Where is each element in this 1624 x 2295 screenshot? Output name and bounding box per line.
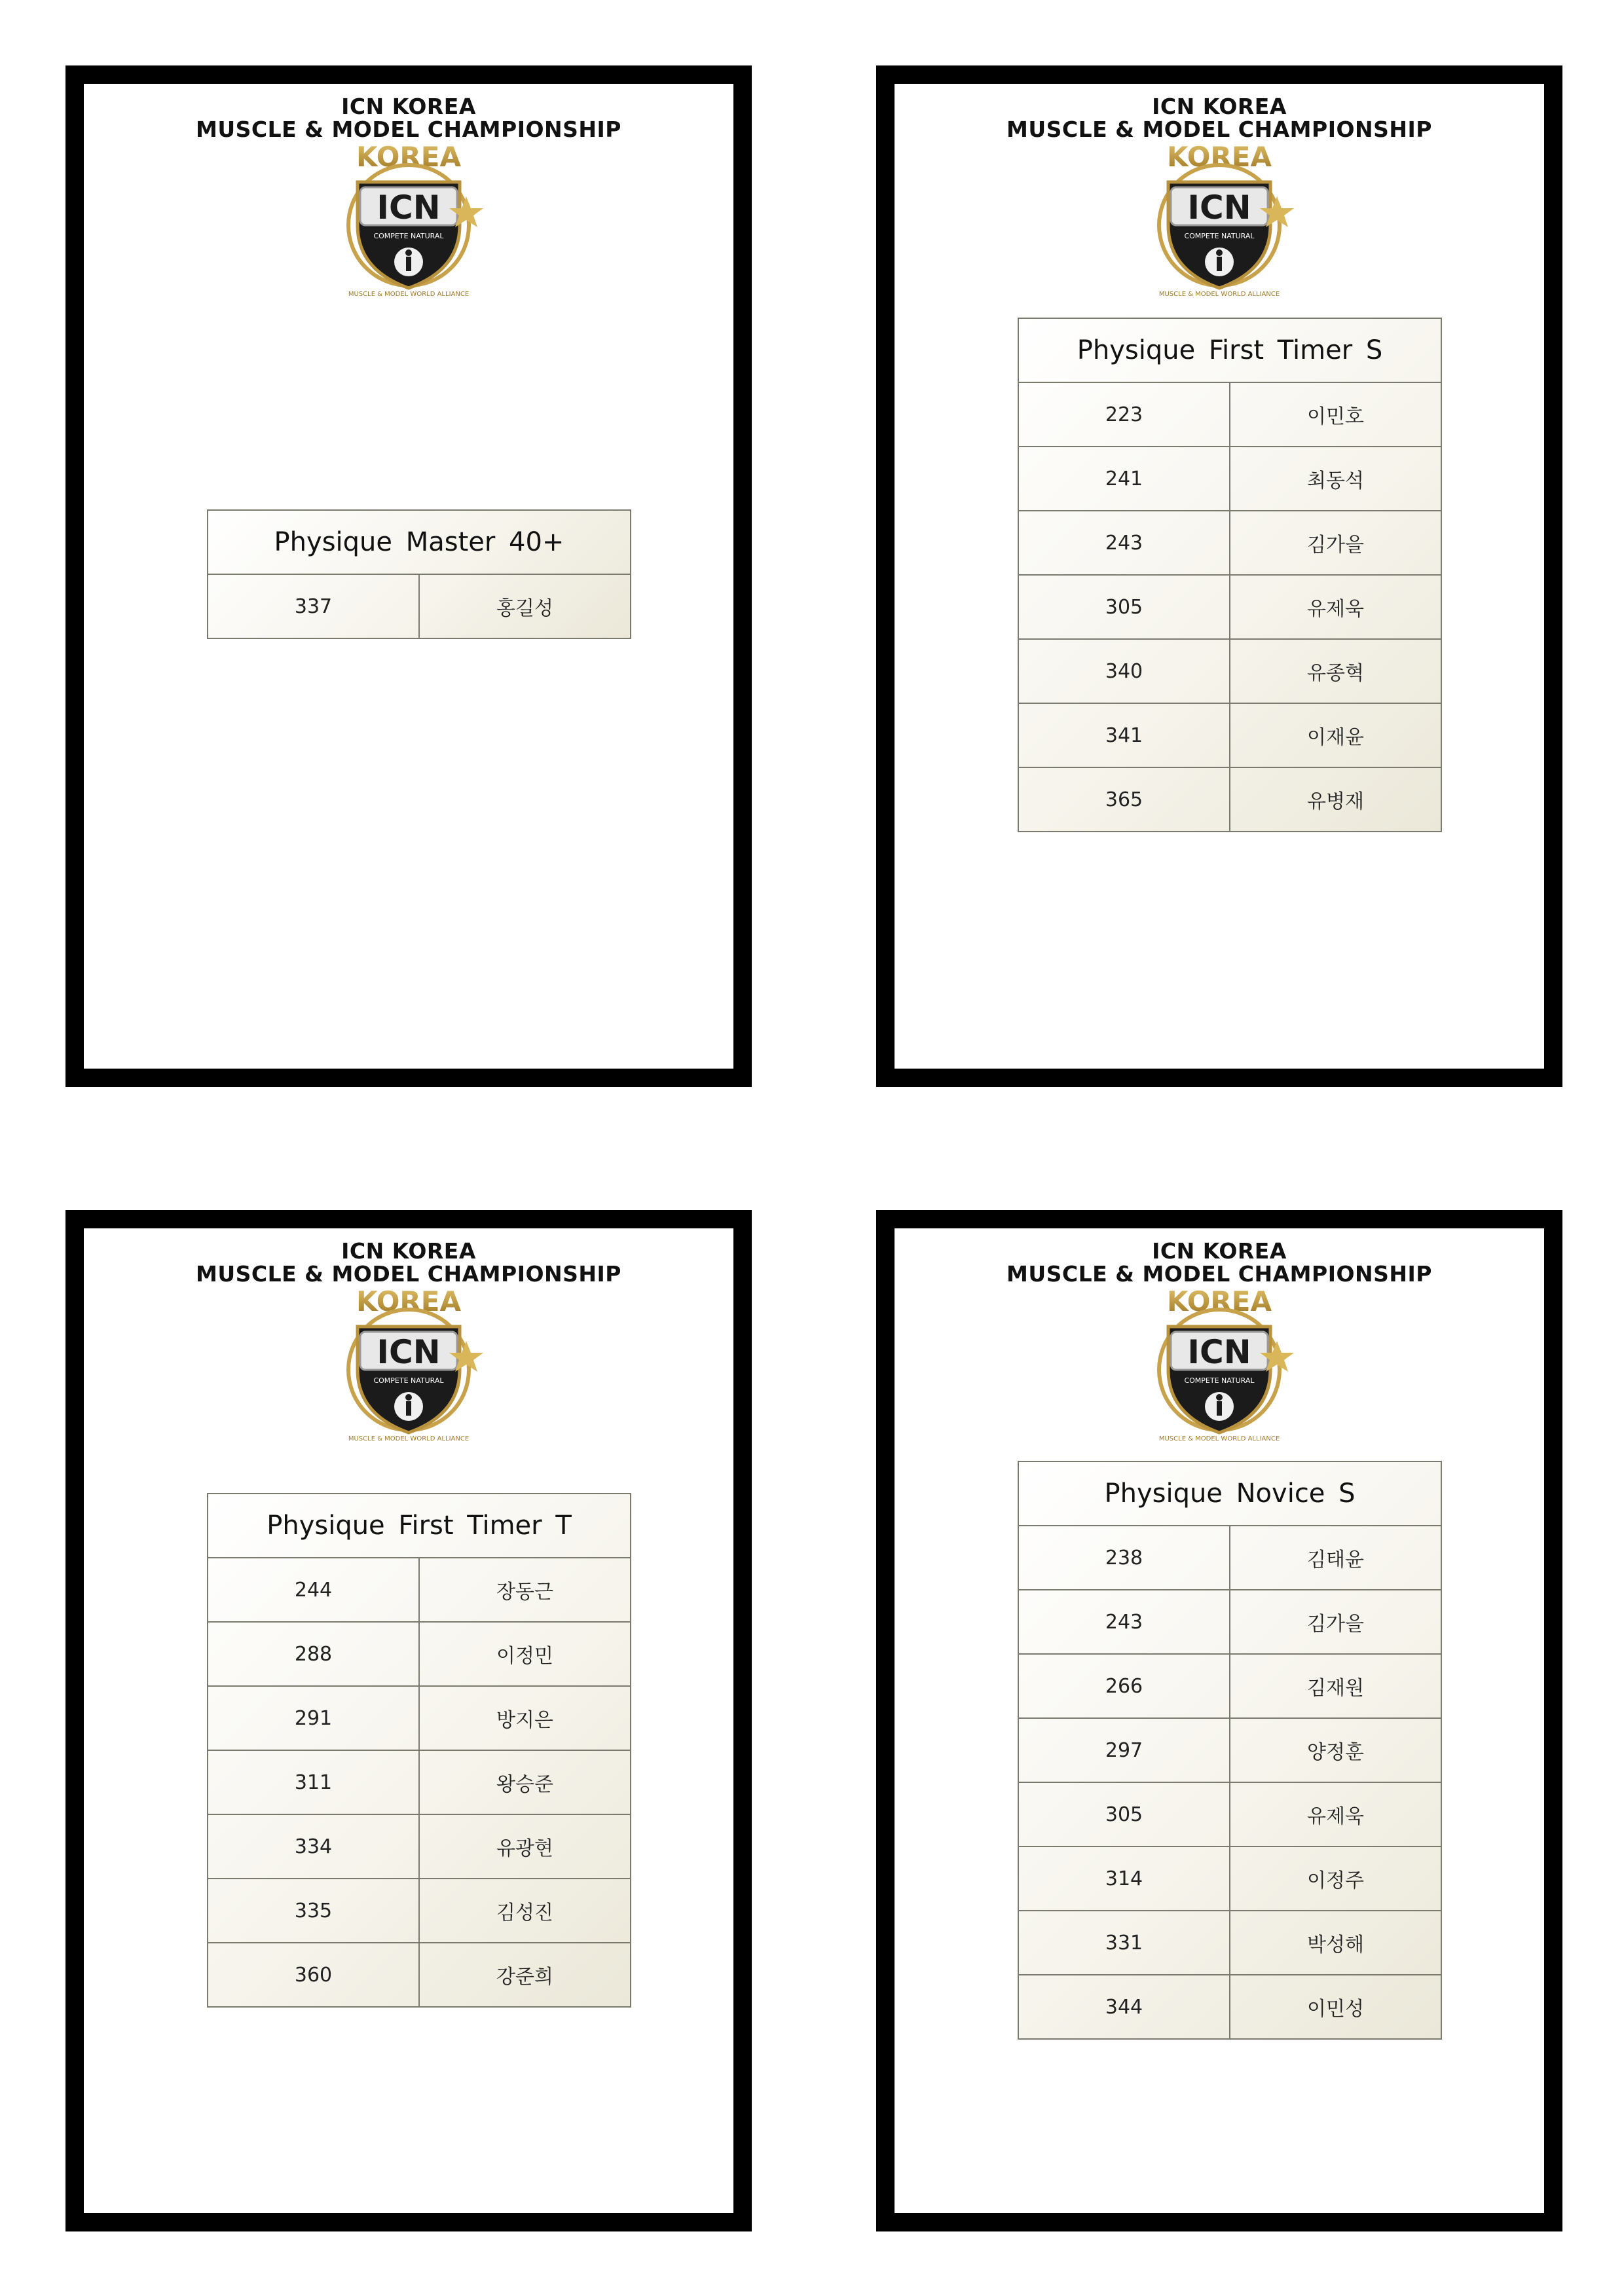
entry-number: 305 [1019,1783,1230,1846]
scorecard-3 [65,1210,752,2231]
svg-text:COMPETE NATURAL: COMPETE NATURAL [1184,232,1255,240]
card-header [895,96,1544,141]
entry-number: 335 [208,1879,420,1942]
entry-number: 244 [208,1558,420,1621]
table-row [1019,1911,1441,1975]
entry-name: 김태윤 [1307,1549,1364,1571]
entry-name: 유종혁 [1307,662,1364,685]
table-row [1019,1783,1441,1847]
svg-text:ICN: ICN [377,1333,441,1371]
header-line-2: MUSCLE & MODEL CHAMPIONSHIP [196,1261,621,1287]
table-row [208,1815,630,1879]
table-row [208,1943,630,2006]
entry-name: 이민성 [1307,1998,1364,2021]
svg-text:MUSCLE & MODEL WORLD ALLIANCE: MUSCLE & MODEL WORLD ALLIANCE [1158,291,1280,297]
category-title: Physique First Timer S [1019,319,1441,383]
svg-text:ICN: ICN [1187,189,1251,227]
svg-text:KOREA: KOREA [356,141,461,173]
table-row [1019,576,1441,640]
scorecard-2 [876,65,1562,1087]
card-header [895,1240,1544,1286]
entry-name: 양정훈 [1307,1741,1364,1764]
table-row [1019,768,1441,831]
entry-number: 341 [1019,704,1230,767]
svg-text:KOREA: KOREA [1167,1285,1272,1317]
header-line-1: ICN KOREA [341,94,476,119]
table-row [1019,383,1441,447]
icn-korea-logo [1141,1285,1298,1442]
entry-number: 340 [1019,640,1230,703]
category-table [1018,1461,1442,2040]
entry-name: 유광현 [496,1837,553,1860]
table-row [1019,640,1441,704]
entry-number: 241 [1019,447,1230,510]
entry-number: 243 [1019,511,1230,574]
entry-name: 이정주 [1307,1869,1364,1892]
entry-name: 유병재 [1307,790,1364,813]
svg-text:ICN: ICN [377,189,441,227]
table-row [208,1687,630,1751]
entry-name: 강준희 [496,1966,553,1989]
header-line-1: ICN KOREA [1152,1238,1287,1264]
entry-number: 311 [208,1751,420,1814]
icn-korea-logo [1141,140,1298,297]
svg-text:MUSCLE & MODEL WORLD ALLIANCE: MUSCLE & MODEL WORLD ALLIANCE [348,1435,470,1442]
table-row [1019,1526,1441,1590]
category-table [1018,318,1442,832]
header-line-2: MUSCLE & MODEL CHAMPIONSHIP [1006,117,1432,142]
entry-name: 왕승준 [496,1773,553,1796]
table-row [1019,1719,1441,1783]
entry-number: 238 [1019,1526,1230,1589]
table-row [208,575,630,638]
table-row [1019,1975,1441,2038]
table-row [1019,1847,1441,1911]
entry-number: 288 [208,1623,420,1685]
entry-number: 314 [1019,1847,1230,1910]
entry-number: 360 [208,1943,420,2006]
card-header [84,1240,733,1286]
category-table [207,1493,631,2008]
table-row [1019,447,1441,511]
svg-text:KOREA: KOREA [1167,141,1272,173]
svg-text:MUSCLE & MODEL WORLD ALLIANCE: MUSCLE & MODEL WORLD ALLIANCE [1158,1435,1280,1442]
entry-name: 이재윤 [1307,726,1364,749]
icn-korea-logo [330,140,487,297]
header-line-1: ICN KOREA [341,1238,476,1264]
entry-number: 305 [1019,576,1230,638]
table-row [1019,704,1441,768]
category-title: Physique Master 40+ [208,511,630,575]
svg-text:COMPETE NATURAL: COMPETE NATURAL [1184,1376,1255,1385]
scorecard-4 [876,1210,1562,2231]
entry-name: 박성해 [1307,1934,1364,1956]
category-title: Physique First Timer T [208,1494,630,1558]
entry-name: 최동석 [1307,469,1364,492]
table-row [208,1879,630,1943]
entry-number: 331 [1019,1911,1230,1974]
table-row [1019,1590,1441,1655]
svg-text:COMPETE NATURAL: COMPETE NATURAL [373,1376,444,1385]
entry-name: 김가을 [1307,1613,1364,1636]
table-row [1019,1655,1441,1719]
entry-number: 365 [1019,768,1230,831]
table-row [208,1558,630,1623]
svg-text:MUSCLE & MODEL WORLD ALLIANCE: MUSCLE & MODEL WORLD ALLIANCE [348,291,470,297]
entry-number: 223 [1019,383,1230,446]
header-line-2: MUSCLE & MODEL CHAMPIONSHIP [1006,1261,1432,1287]
entry-name: 김성진 [496,1901,553,1924]
svg-text:COMPETE NATURAL: COMPETE NATURAL [373,232,444,240]
header-line-2: MUSCLE & MODEL CHAMPIONSHIP [196,117,621,142]
entry-number: 334 [208,1815,420,1878]
icn-korea-logo [330,1285,487,1442]
category-table [207,509,631,639]
table-row [208,1623,630,1687]
scorecard-1 [65,65,752,1087]
entry-number: 344 [1019,1975,1230,2038]
entry-name: 김재원 [1307,1677,1364,1700]
category-title: Physique Novice S [1019,1462,1441,1526]
table-row [1019,511,1441,576]
entry-name: 홍길성 [496,597,553,620]
entry-name: 유제욱 [1307,1805,1364,1828]
entry-name: 장동근 [496,1581,553,1604]
entry-name: 김가을 [1307,534,1364,557]
header-line-1: ICN KOREA [1152,94,1287,119]
entry-name: 유제욱 [1307,598,1364,621]
entry-number: 266 [1019,1655,1230,1717]
entry-name: 이민호 [1307,405,1364,428]
entry-number: 337 [208,575,420,638]
entry-number: 291 [208,1687,420,1750]
svg-text:KOREA: KOREA [356,1285,461,1317]
entry-name: 이정민 [496,1645,553,1668]
entry-name: 방지은 [496,1709,553,1732]
entry-number: 243 [1019,1590,1230,1653]
entry-number: 297 [1019,1719,1230,1782]
table-row [208,1751,630,1815]
svg-text:ICN: ICN [1187,1333,1251,1371]
card-header [84,96,733,141]
